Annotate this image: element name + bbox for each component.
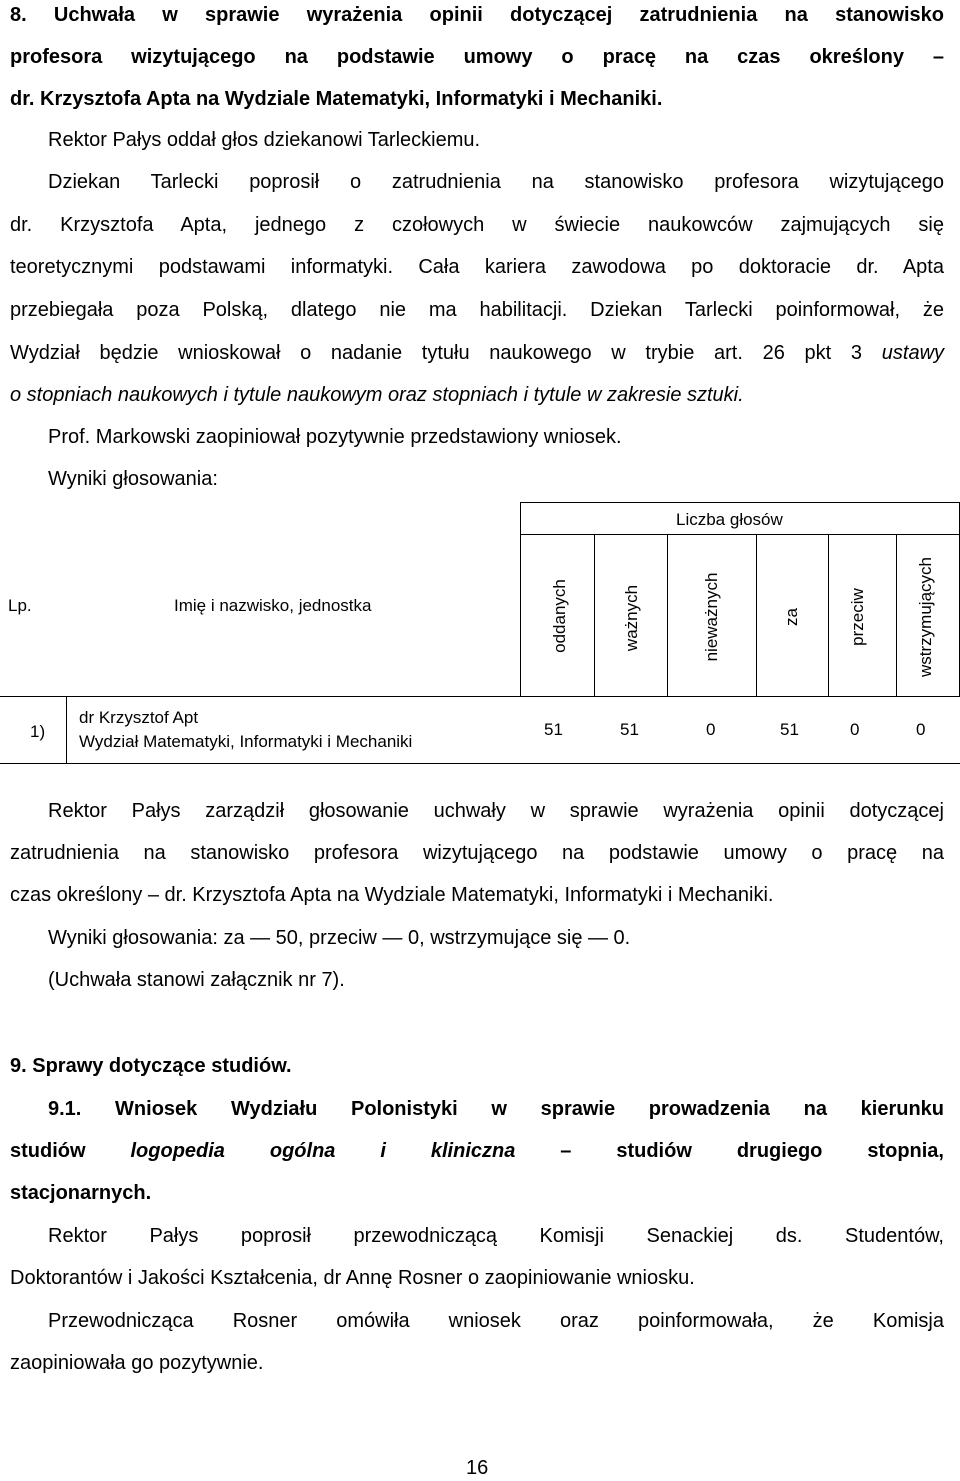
section-8-heading-line-3: dr. Krzysztofa Apta na Wydziale Matematyki, Informatyki i Mechaniki. xyxy=(10,88,663,110)
sub-heading-word: – xyxy=(560,1140,572,1162)
table-header-lp: Lp. xyxy=(8,596,32,615)
paragraph-dean-line-5-italic: ustawy xyxy=(881,342,945,364)
sub-heading-word: kliniczna xyxy=(430,1140,516,1162)
section-9-p1-line-2: Doktorantów i Jakości Kształcenia, dr Annę Rosner o zaopiniowanie wniosku. xyxy=(10,1267,695,1289)
table-group-header: Liczba głosów xyxy=(676,510,783,529)
after-table-line-2: zatrudnienia na stanowisko profesora wizytującego na podstawie umowy o pracę na xyxy=(10,842,944,864)
table-header-za: za xyxy=(782,608,801,626)
section-9-1-heading-line-1: 9.1. Wniosek Wydziału Polonistyki w sprawie prowadzenia na kierunku xyxy=(48,1098,944,1120)
section-9-p2-line-1: Przewodnicząca Rosner omówiła wniosek oraz poinformowała, że Komisja xyxy=(48,1310,944,1332)
act-title-italic: o stopniach naukowych i tytule naukowym oraz stopniach i tytule w zakresie sztuki. xyxy=(10,384,744,406)
paragraph-dean-line-4: przebiegała poza Polską, dlatego nie ma habilitacji. Dziekan Tarlecki poinformował, że xyxy=(10,299,944,321)
section-9-p2-line-2: zaopiniowała go pozytywnie. xyxy=(10,1352,264,1374)
paragraph-rektor-gives-floor: Rektor Pałys oddał głos dziekanowi Tarleckiemu. xyxy=(48,129,481,151)
paragraph-dean-line-5-text: Wydział będzie wnioskował o nadanie tytułu naukowego w trybie art. 26 pkt 3 xyxy=(10,342,863,364)
section-9-1-heading-line-3: stacjonarnych. xyxy=(10,1182,152,1204)
row-lp: 1) xyxy=(30,722,46,741)
sub-heading-word: i xyxy=(380,1140,386,1162)
sub-heading-word: logopedia xyxy=(130,1140,225,1162)
row-vote-przeciw: 0 xyxy=(850,720,860,739)
row-vote-waznych: 51 xyxy=(620,720,639,739)
sub-heading-word: stopnia, xyxy=(867,1140,944,1162)
row-vote-niewaznych: 0 xyxy=(706,720,716,739)
after-table-line-1: Rektor Pałys zarządził głosowanie uchwały w sprawie wyrażenia opinii dotyczącej xyxy=(48,800,944,822)
row-unit: Wydział Matematyki, Informatyki i Mechaniki xyxy=(79,732,413,751)
paragraph-dean-line-3: teoretycznymi podstawami informatyki. Cała kariera zawodowa po doktoracie dr. Apta xyxy=(10,256,944,278)
table-header-waznych: ważnych xyxy=(622,584,641,652)
paragraph-dean-line-6 xyxy=(10,383,944,407)
row-name: dr Krzysztof Apt xyxy=(79,708,199,727)
section-8-heading-line-1: 8. Uchwała w sprawie wyrażenia opinii dotyczącej zatrudnienia na stanowisko xyxy=(10,4,944,26)
paragraph-dean-line-2: dr. Krzysztofa Apta, jednego z czołowych w świecie naukowców zajmujących się xyxy=(10,214,944,236)
row-vote-za: 51 xyxy=(780,720,799,739)
section-9-p1-line-1: Rektor Pałys poprosił przewodniczącą Komisji Senackiej ds. Studentów, xyxy=(48,1225,944,1247)
paragraph-dean-line-1: Dziekan Tarlecki poprosił o zatrudnienia na stanowisko profesora wizytującego xyxy=(48,171,944,193)
after-table-line-3: czas określony – dr. Krzysztofa Apta na Wydziale Matematyki, Informatyki i Mechaniki. xyxy=(10,884,774,906)
section-9-1-heading-line-2 xyxy=(10,1139,944,1163)
row-vote-oddanych: 51 xyxy=(544,720,563,739)
after-table-vote-results: Wyniki głosowania: za — 50, przeciw — 0, wstrzymujące się — 0. xyxy=(48,927,631,949)
row-vote-wstrzymujacych: 0 xyxy=(916,720,926,739)
paragraph-vote-results-label: Wyniki głosowania: xyxy=(48,468,218,490)
sub-heading-word: drugiego xyxy=(736,1140,823,1162)
table-header-wstrzymujacych: wstrzymujących xyxy=(916,557,935,677)
table-header-oddanych: oddanych xyxy=(550,579,569,653)
table-header-name: Imię i nazwisko, jednostka xyxy=(174,596,372,615)
sub-heading-word: ogólna xyxy=(269,1140,336,1162)
table-header-przeciw: przeciw xyxy=(848,588,867,646)
paragraph-markowski: Prof. Markowski zaopiniował pozytywnie przedstawiony wniosek. xyxy=(48,426,622,448)
section-9-heading: 9. Sprawy dotyczące studiów. xyxy=(10,1055,292,1077)
table-header-niewaznych: nieważnych xyxy=(702,572,721,662)
sub-heading-word: studiów xyxy=(10,1140,86,1162)
sub-heading-word: studiów xyxy=(616,1140,692,1162)
page-number: 16 xyxy=(466,1457,489,1479)
after-table-attachment-note: (Uchwała stanowi załącznik nr 7). xyxy=(48,969,345,991)
paragraph-dean-line-5 xyxy=(10,341,944,365)
section-8-heading-line-2: profesora wizytującego na podstawie umowy o pracę na czas określony – xyxy=(10,46,944,68)
